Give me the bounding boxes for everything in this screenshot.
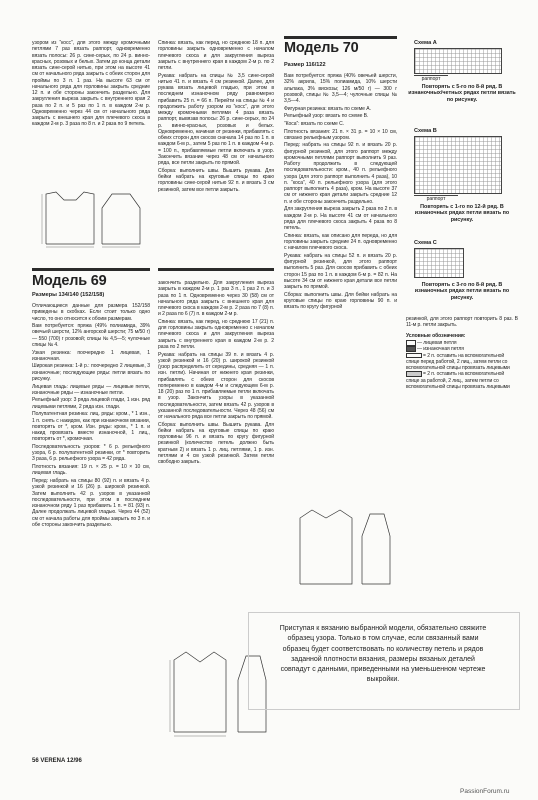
cable-front-icon [406, 353, 422, 359]
text-paragraph: узором из “косс”, для этого между кромочными петлями 7 раз вязать раппорт, одновременно вязать полосы: 26 р. сине-серых, по 24 р. винно-красных, розовых и белых. Затем до конца детали вязать сине-серой нитью, при этом на высоте 41 см от начального ряда закрыть с обеих сторон для проймы по 3 п. 1 раз. На высоте 63 см от начального ряда для горловины закрыть средние 12 п. и обе стороны закончить раздельно. Для закругления выреза закрыть с внутреннего края 2 раза по 2 п. и 5 раз по 1 п. в каждом 2-м р. Одновременно через 44 см от начального ряда закрыть с внешнего края для плечевого скоса в каждом 2-м р. 3 раза по 8 п. и 2 раза по 9 петель. [32, 40, 150, 128]
scheme-b: Схема В раппорт [414, 128, 514, 202]
model69-sizes: Размеры 134/140 (152/158) [32, 292, 105, 298]
section-rule [32, 268, 150, 271]
legend-knit: — лицевая петля [406, 340, 518, 346]
cable-back-icon [406, 371, 422, 377]
column2b-text: закончить раздельно. Для закругления выреза закрыть в каждом 2-м р. 1 раз 3 п., 1 раз 2 п. и 3 раза по 1 п. Одновременно через 30 (58) см от начального ряда закрыть с внешнего края для плечевого скоса в каждом 2-м р. 2 раза по 7 (8) п. и 2 раза по 6 (7) п. в каждом 2-м р. Спинка: вязать, как перед, но среднюю 17 (21) п. для горловины закрыть одновременно с началом плечевого скоса и для закругления выреза закрыть с внутреннего края в каждом 2-м р. 2 раза по 2 петли. Рукава: набрать на спицы 39 п. и вязать 4 р. узкой резинкой и 16 (20) р. широкой резинкой (узор распределить от середины, средняя — 1 п. изн. петли). Начиная от нижнего края резинки, прибавлять с обеих сторон для скосов попеременно в каждом 4-м и следующем 6-м р. 18 (20) раз по 1 п. прибавляемые петли включать в узор. Закончить узоры в указанной последовательности, затем вязать 42 р. узоров в указанной последовательности. Через 48 (56) см от начального ряда все петли закрыть по прямой. Сборка: выполнить швы. Вышить рукава. Для бейки набрать на круговые спицы по краю горловины 96 п. и вязать по кругу фигурной резинкой (количество петель должно быть кратным 2) и вязать 1 р. лиц. петлями, 1 р. изн. петлями и 4 см узкой резинкой. Затем петли свободно закрыть. [158, 280, 274, 466]
legend-cable-back: = 2 п. оставить на вспомогательной спице за работой, 2 лиц., затем петли со вспомогательной спицы провязать лицевыми [406, 371, 510, 390]
model70-text: Вам потребуется: пряжа (40% овечьей шерсти, 32% акрила, 15% полиамида, 10% шерсти альпака, 3% вискозы; 126 м/50 г) — 300 г розовой, спицы № 3,5—4; чулочные спицы № 3,5—4. Фигурная резинка: вязать по схеме А. Рельефный узор: вязать по схеме В. “Коса”: вязать по схеме С. Плотность вязания: 21 п. × 31 р. = 10 × 10 см, связано рельефным узором. Перед: набрать на спицы 92 п. и вязать 20 р. фигурной резинкой, для этого раппорт между кромочными петлями раппорт выполнить 9 раз. Работу продолжить в следующей последовательности: кром., 40 п. рельефного узора (для этого раппорт выполнить 4 раза), 10 п. “коса”, 40 п. рельефного узора (для этого раппорт выполнить 4 раза), кром. На высоте 37 см от нижнего края детали закрыть средние 12 п. и обе стороны закончить раздельно. Для закругления выреза закрыть 2 раза по 2 п. в каждом 2-м р. На высоте 41 см от начального ряда для плечевого скоса закрыть 4 раза по 8 петель. Спинка: вязать, как описано для переда, но для горловины закрыть средние 24 п. одновременно с началом плечевого скоса. Рукава: набрать на спицы 52 п. и вязать 20 р. фигурной резинкой, для этого раппорт выполнить 5 раз. Для скосов прибавить с обеих сторон 15 раз по 1 п. в каждом 6-м р. = 82 п. На высоте 34 см от нижнего края детали все петли закрыть по прямой. Сборка: выполнить швы. Для бейки набрать на круговые спицы по краю горловины 90 п. и вязать по кругу фигурной [284, 73, 397, 311]
legend-cable-front: = 2 п. оставить на вспомогательной спице перед работой, 2 лиц., затем петли со вспомогательной спицы провязать лицевыми [406, 352, 510, 372]
column2-text: Спинка: вязать, как перед, но среднюю 18 п. для горловины закрыть одновременно с началом плечевого скоса и для закругления выреза закрыть с внутреннего края в каждом 2-м р. по 2 петли. Рукава: набрать на спицы № 3,5 сине-серой нитью 41 п. и вязать 4 см резинкой. Далее, для рукава вязать лицевой гладью, при этом в последнем изнаночном ряду равномерно прибавить 25 п. = 66 п. Перейти на спицы № 4 и продолжить работу узором из “косс”, для этого между кромочными петлями 4 раза вязать раппорт, вывязав полосы: 26 р. сине-серых, по 24 р. винно-красных, розовых и белых. Одновременно, начиная от резинки, прибавлять с обеих сторон для скосов сначала 14 раз по 1 п. в каждом 6-м р., затем 5 раз по 1 п. в каждом 4-м р. = 100 п., прибавляемые петли включать в узор. Закончить вязание через 48 см от начального ряда, все петли закрыть по прямой. Сборка: выполнить швы. Вышить рукава. Для бейки набрать на круговые спицы по краю горловины сине-серой нитью 92 п. и вязать 3 см резинкой, затем все петли закрыть. [158, 40, 274, 193]
pattern-drawing-3 [286, 500, 396, 590]
purl-stitch-icon [406, 346, 416, 352]
section-rule [284, 36, 397, 39]
scheme-a-grid [414, 48, 502, 74]
column1-top-text [32, 40, 150, 129]
gauge-banner-text: Приступая к вязанию выбранной модели, обязательно свяжите образец узора. Только в том случае, если связанный вами образец будет соответствовать по количеству петель и рядов заданной плотности вязания, размеры вязаных деталей совпадут с данными, приведенными на уменьшенном чертеже выкройки. [279, 625, 487, 684]
scheme-a-note: Повторять с 5-го по 8-й ряд. В изнаночных/четных рядах петли вязать по рисунку. [408, 84, 516, 103]
column4-text: резинкой, для этого раппорт повторить 8 раз. В 11-м р. петли закрыть. Условные обозначения: — лицевая петля — изнаночная петля = 2 п. оставить на вспомогательной спице перед работой, 2 лиц., затем петли со вспомогательной спицы провязать лицевыми = 2 п. оставить на вспомогательной спице за работой, 2 лиц., затем петли со вспомогательной спицы провязать лицевыми [406, 316, 518, 390]
page-footer: 56 VERENA 12/96 [32, 758, 82, 764]
model70-title: Модель 70 [284, 40, 359, 56]
scheme-c: Схема С [414, 240, 514, 278]
section-rule [158, 268, 274, 271]
pattern-drawing-1 [34, 180, 152, 250]
model70-sizes: Размер 116/122 [284, 62, 326, 68]
model69-text: Отличающиеся данные для размера 152/158 приведены в скобках. Если стоит только одно число, то оно относится к обоим размерам. Вам потребуется: пряжа (49% полиамида, 39% овечьей шерсти, 12% ангорской шерсти; 75 м/50 г) — 550 (700) г розовой; спицы № 4,5—5; чулочные спицы № 4. Узкая резинка: поочередно 1 лицевая, 1 изнаночная. Широкая резинка: 1-й р.: поочередно 2 лицевые, 3 изнаночные; последующие ряды: петли вязать по рисунку. Лицевая гладь: лицевые ряды — лицевые петли, изнаночные ряды — изнаночные петли. Рельефный узор: 3 ряда лицевой глади, 1 изн. ряд лицевыми петлями, 2 ряда изн. глади. Полупатентная резинка: лиц. ряды: кром., * 1 изн., 1 п. снять с накидом, как при изнаночном вязании, повторять от *, кром. Изн. ряды: кром., * 1 п. и накид провязать вместе изнаночной, 1 лиц., повторять от *, кромочная. Последовательность узоров: * 6 р. рельефного узора, 6 р. полупатентной резинки, от * повторить 3 раза, 6 р. рельефного узора = 42 ряда. Плотность вязания: 19 п. × 25 р. = 10 × 10 см, лицевая гладь. Перед: набрать на спицы 80 (92) п. и вязать 4 р. узкой резинкой и 16 (26) р. широкой резинкой. Затем выполнить 42 р. узоров в указанной последовательности, при этом в последнем изнаночном ряду 1 раз прибавить 1 п. = 81 (93) п. Далее продолжать лицевой гладью. Через 44 (52) см от начала работы для проймы закрыть по 3 п. и обе стороны закончить раздельно. [32, 303, 150, 528]
scheme-c-note: Повторять с 3-го по 8-й ряд. В изнаночных рядах петли вязать по рисунку. [414, 282, 510, 301]
knit-stitch-icon [406, 340, 416, 346]
legend-purl: — изнаночная петля [406, 346, 518, 352]
watermark: PassionForum.ru [460, 788, 510, 795]
scheme-b-grid [414, 136, 502, 194]
scheme-a: Схема А раппорт [414, 40, 514, 82]
scheme-c-grid [414, 248, 464, 278]
model69-title: Модель 69 [32, 273, 107, 289]
scheme-b-note: Повторять с 1-го по 12-й ряд. В изнаночных рядах петли вязать по рисунку. [414, 204, 510, 223]
